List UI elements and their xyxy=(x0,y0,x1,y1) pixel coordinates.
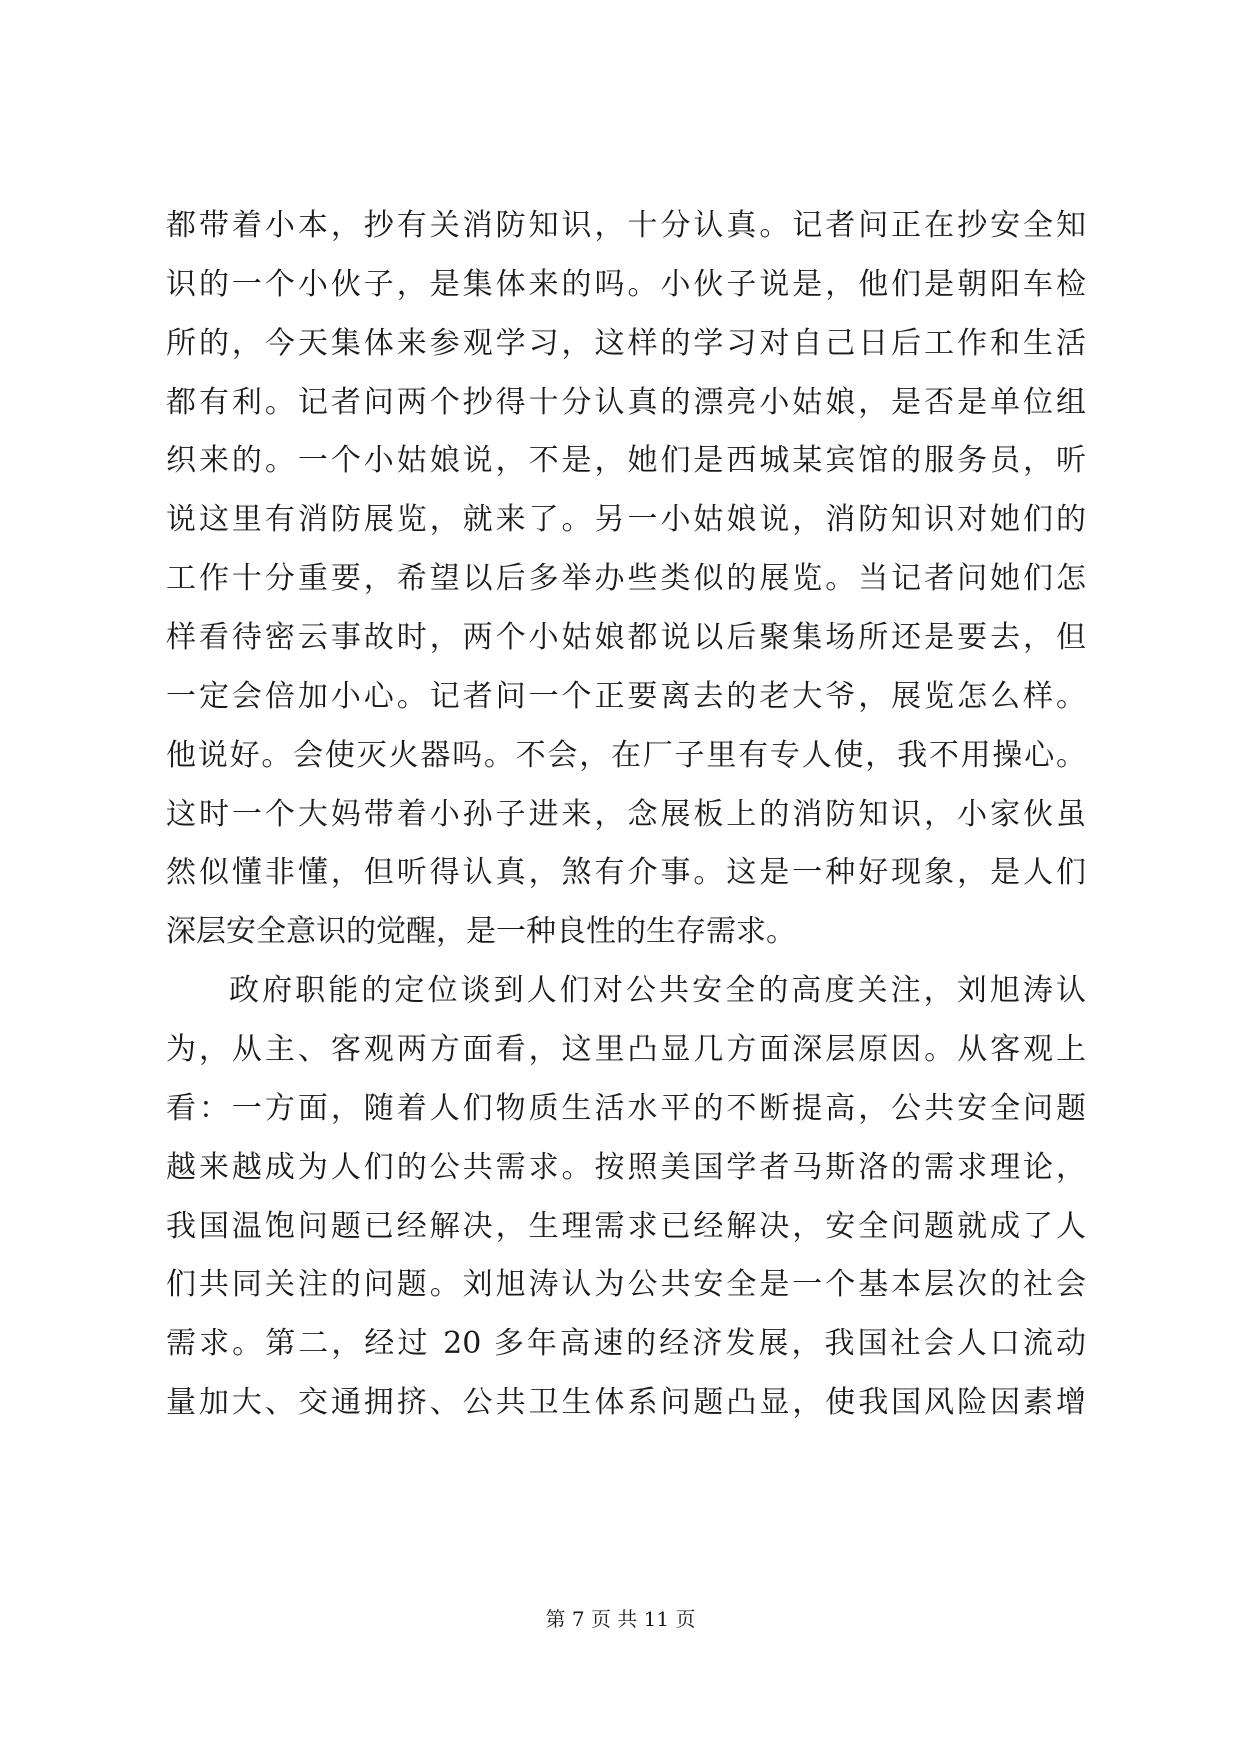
paragraph-line: 都有利。记者问两个抄得十分认真的漂亮小姑娘，是否是单位组 xyxy=(166,385,1086,420)
paragraph-line: 所的，今天集体来参观学习，这样的学习对自己日后工作和生活 xyxy=(166,326,1086,361)
paragraph-line: 都带着小本，抄有关消防知识，十分认真。记者问正在抄安全知 xyxy=(166,208,1086,243)
paragraph-line: 们共同关注的问题。刘旭涛认为公共安全是一个基本层次的社会 xyxy=(166,1267,1086,1302)
paragraph-line: 工作十分重要，希望以后多举办些类似的展览。当记者问她们怎 xyxy=(166,561,1086,596)
paragraph-line: 政府职能的定位谈到人们对公共安全的高度关注，刘旭涛认 xyxy=(229,973,1086,1008)
paragraph-line: 织来的。一个小姑娘说，不是，她们是西城某宾馆的服务员，听 xyxy=(166,443,1086,478)
page-number-footer: 第 7 页 共 11 页 xyxy=(545,1607,696,1631)
paragraph-line: 量加大、交通拥挤、公共卫生体系问题凸显，使我国风险因素增 xyxy=(166,1385,1086,1420)
paragraph-line: 然似懂非懂，但听得认真，煞有介事。这是一种好现象，是人们 xyxy=(166,855,1086,890)
paragraph-line: 我国温饱问题已经解决，生理需求已经解决，安全问题就成了人 xyxy=(166,1209,1086,1244)
paragraph-line: 为，从主、客观两方面看，这里凸显几方面深层原因。从客观上 xyxy=(166,1032,1086,1067)
paragraph-line: 识的一个小伙子，是集体来的吗。小伙子说是，他们是朝阳车检 xyxy=(166,267,1086,302)
paragraph-line: 深层安全意识的觉醒，是一种良性的生存需求。 xyxy=(166,914,796,949)
paragraph-line: 越来越成为人们的公共需求。按照美国学者马斯洛的需求理论， xyxy=(166,1150,1086,1185)
paragraph-line: 他说好。会使灭火器吗。不会，在厂子里有专人使，我不用操心。 xyxy=(166,738,1086,773)
paragraph-line: 一定会倍加小心。记者问一个正要离去的老大爷，展览怎么样。 xyxy=(166,679,1086,714)
paragraph-line: 样看待密云事故时，两个小姑娘都说以后聚集场所还是要去，但 xyxy=(166,620,1086,655)
paragraph-line: 看：一方面，随着人们物质生活水平的不断提高，公共安全问题 xyxy=(166,1091,1086,1126)
paragraph-line: 这时一个大妈带着小孙子进来，念展板上的消防知识，小家伙虽 xyxy=(166,797,1086,832)
paragraph-line: 需求。第二，经过 20 多年高速的经济发展，我国社会人口流动 xyxy=(166,1326,1086,1361)
paragraph-line: 说这里有消防展览，就来了。另一小姑娘说，消防知识对她们的 xyxy=(166,502,1086,537)
